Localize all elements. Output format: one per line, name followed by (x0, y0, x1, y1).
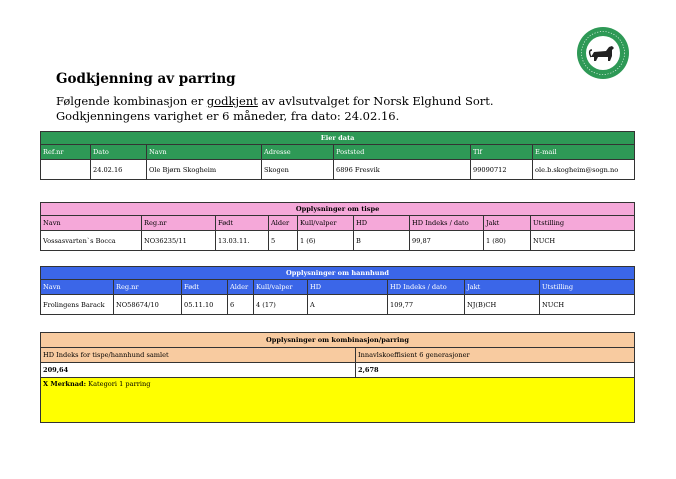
litter-cell: 1 (6) (298, 231, 354, 251)
hd-sum-label: HD Indeks for tispe/hannhund samlet (41, 348, 356, 363)
col-header: Født (182, 280, 228, 295)
col-header: Født (216, 216, 269, 231)
show-cell: NUCH (531, 231, 635, 251)
hunt-cell: NJ(B)CH (465, 295, 540, 315)
bitch-table (40, 202, 635, 251)
regnr-cell: NO58674/10 (114, 295, 182, 315)
col-header: Poststed (334, 145, 471, 160)
dog-header-row (41, 280, 635, 295)
hunt-cell: 1 (80) (484, 231, 531, 251)
intro-text (56, 94, 494, 124)
col-header: Dato (91, 145, 147, 160)
col-header: Navn (41, 216, 142, 231)
combo-data-row (41, 363, 635, 378)
owner-data-row (41, 160, 635, 180)
hd-index-cell: 99,87 (410, 231, 484, 251)
col-header: Reg.nr (142, 216, 216, 231)
phone-cell: 99090712 (471, 160, 533, 180)
remark-label: X Merknad: (43, 380, 87, 388)
col-header: Alder (228, 280, 254, 295)
remark-cell (41, 378, 635, 423)
regnr-cell: NO36235/11 (142, 231, 216, 251)
col-header: Utstilling (531, 216, 635, 231)
name-cell: Frolingens Barack (41, 295, 114, 315)
email-cell: ole.b.skogheim@sogn.no (533, 160, 635, 180)
col-header: Navn (41, 280, 114, 295)
col-header: HD (354, 216, 410, 231)
approved-word: godkjent (206, 94, 258, 108)
address-cell: Skogen (262, 160, 334, 180)
hd-index-cell: 109,77 (388, 295, 465, 315)
litter-cell: 4 (17) (254, 295, 308, 315)
remark-row (41, 378, 635, 423)
inbreeding-value: 2,678 (356, 363, 635, 378)
owner-header-row (41, 145, 635, 160)
col-header: Utstilling (540, 280, 635, 295)
bitch-data-row (41, 231, 635, 251)
col-header: E-mail (533, 145, 635, 160)
page-title: Godkjenning av parring (56, 71, 236, 87)
col-header: Adresse (262, 145, 334, 160)
col-header: HD Indeks / dato (388, 280, 465, 295)
owner-heading: Eier data (41, 132, 635, 145)
combo-heading: Opplysninger om kombinasjon/parring (41, 333, 635, 348)
col-header: Kull/valper (298, 216, 354, 231)
hd-cell: B (354, 231, 410, 251)
hd-sum-value: 209,64 (41, 363, 356, 378)
age-cell: 5 (269, 231, 298, 251)
col-header: Reg.nr (114, 280, 182, 295)
name-cell: Ole Bjørn Skogheim (147, 160, 262, 180)
inbreeding-label: Innavlskoeffisient 6 generasjoner (356, 348, 635, 363)
col-header: Alder (269, 216, 298, 231)
born-cell: 13.03.11. (216, 231, 269, 251)
postal-cell: 6896 Fresvik (334, 160, 471, 180)
dog-table (40, 266, 635, 315)
bitch-header-row (41, 216, 635, 231)
remark-text: Kategori 1 parring (88, 380, 151, 388)
bitch-heading: Opplysninger om tispe (41, 203, 635, 216)
born-cell: 05.11.10 (182, 295, 228, 315)
combo-header-row (41, 348, 635, 363)
hd-cell: A (308, 295, 388, 315)
owner-table (40, 131, 635, 180)
validity-line: Godkjenningens varighet er 6 måneder, fra dato: 24.02.16. (56, 109, 400, 123)
col-header: Kull/valper (254, 280, 308, 295)
col-header: Tlf (471, 145, 533, 160)
date-cell: 24.02.16 (91, 160, 147, 180)
col-header: Navn (147, 145, 262, 160)
col-header: Jakt (484, 216, 531, 231)
elkhound-club-seal-icon (576, 26, 630, 80)
dog-data-row (41, 295, 635, 315)
dog-heading: Opplysninger om hannhund (41, 267, 635, 280)
col-header: Ref.nr (41, 145, 91, 160)
col-header: HD Indeks / dato (410, 216, 484, 231)
col-header: Jakt (465, 280, 540, 295)
approval-line: Følgende kombinasjon er godkjent av avlsutvalget for Norsk Elghund Sort. (56, 94, 494, 108)
name-cell: Vossasvarten`s Bocca (41, 231, 142, 251)
age-cell: 6 (228, 295, 254, 315)
ref-cell (41, 160, 91, 180)
show-cell: NUCH (540, 295, 635, 315)
col-header: HD (308, 280, 388, 295)
combination-table (40, 332, 635, 423)
